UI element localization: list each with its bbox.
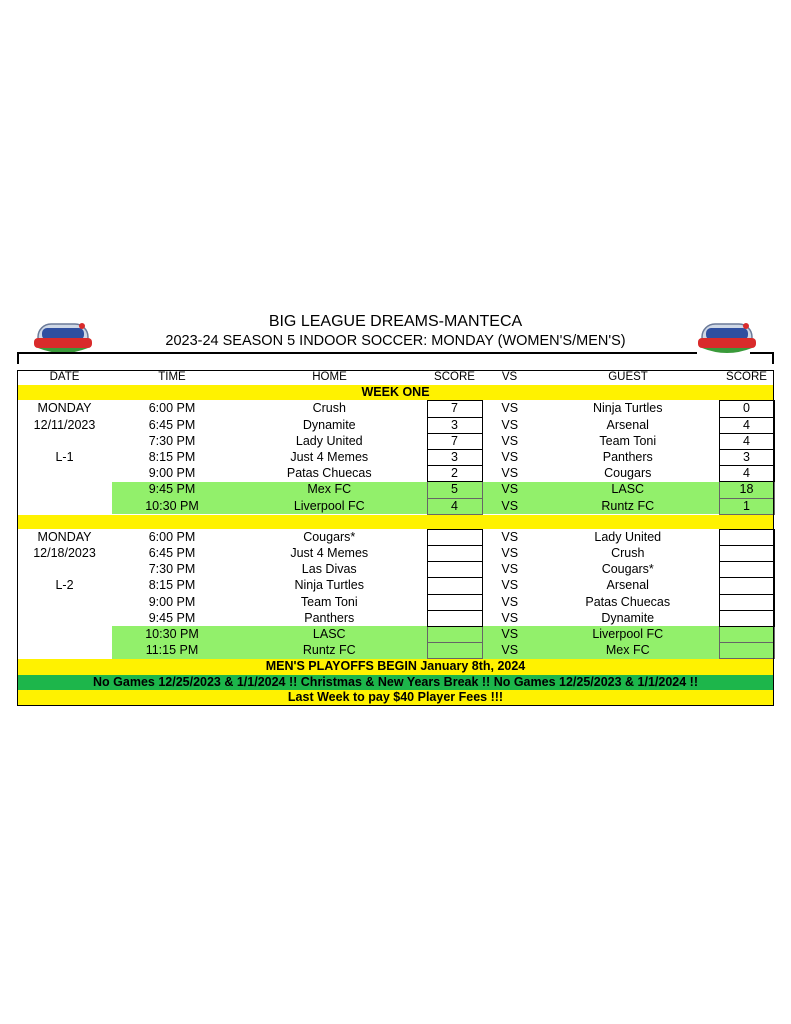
home-score: 3	[427, 417, 482, 433]
time-cell: 9:00 PM	[148, 594, 196, 609]
game-row	[17, 482, 774, 498]
home-score	[427, 594, 482, 610]
page-subtitle: 2023-24 SEASON 5 INDOOR SOCCER: MONDAY (WOMEN'S/MEN'S)	[165, 333, 626, 349]
guest-score: 4	[719, 466, 774, 482]
vs-label: VS	[501, 450, 519, 465]
date-cell	[17, 466, 112, 482]
week-one-bar	[17, 385, 774, 401]
guest-score: 3	[719, 450, 774, 466]
home-team: Just 4 Memes	[290, 546, 369, 560]
home-team: Ninja Turtles	[294, 578, 364, 593]
game-row	[17, 401, 774, 417]
guest-score	[719, 562, 774, 578]
date-cell	[17, 482, 112, 498]
guest-team: LASC	[537, 482, 719, 498]
guest-team: Dynamite	[601, 610, 655, 625]
game-row	[17, 643, 774, 659]
game-row	[17, 450, 774, 466]
guest-score: 18	[719, 482, 774, 498]
vs-label: VS	[501, 466, 519, 481]
home-team: Panthers	[304, 610, 355, 625]
home-team: Patas Chuecas	[286, 466, 372, 481]
guest-score: 0	[719, 401, 774, 417]
vs-label: VS	[482, 482, 537, 498]
date-cell: 12/11/2023	[33, 417, 96, 432]
game-row	[17, 498, 774, 514]
date-cell	[17, 498, 112, 514]
time-cell: 6:45 PM	[148, 417, 196, 432]
date-cell	[17, 610, 112, 626]
header-tick-right	[772, 352, 774, 364]
time-cell: 9:45 PM	[112, 482, 232, 498]
game-row	[17, 610, 774, 626]
time-cell: 7:30 PM	[148, 562, 196, 577]
guest-team: Panthers	[602, 450, 653, 465]
header-rule	[17, 352, 697, 354]
home-team: Lady United	[295, 433, 363, 448]
date-cell	[17, 433, 112, 449]
header-tick-left	[17, 352, 19, 364]
col-vs: VS	[501, 371, 518, 383]
guest-team: Runtz FC	[537, 498, 719, 514]
home-score	[427, 546, 482, 562]
home-score	[427, 610, 482, 626]
time-cell: 10:30 PM	[112, 626, 232, 642]
column-header-row	[17, 370, 774, 385]
date-cell: L-1	[55, 450, 74, 465]
time-cell: 10:30 PM	[112, 498, 232, 514]
home-team: Crush	[312, 401, 346, 416]
guest-team: Ninja Turtles	[593, 401, 663, 416]
vs-label: VS	[482, 643, 537, 659]
home-score: 7	[427, 401, 482, 417]
guest-team: Liverpool FC	[537, 626, 719, 642]
time-cell: 6:00 PM	[148, 529, 196, 544]
vs-label: VS	[501, 610, 519, 625]
fees-note: Last Week to pay $40 Player Fees !!!	[17, 690, 774, 705]
game-row	[17, 529, 774, 545]
home-team: Dynamite	[302, 417, 356, 432]
home-team: Mex FC	[232, 482, 427, 498]
home-team: Runtz FC	[232, 643, 427, 659]
guest-team: Crush	[611, 546, 645, 560]
home-score	[427, 562, 482, 578]
date-cell: MONDAY	[37, 401, 92, 416]
game-row	[17, 562, 774, 578]
time-cell: 9:00 PM	[148, 466, 196, 481]
guest-score: 4	[719, 433, 774, 449]
game-row	[17, 626, 774, 642]
guest-team: Arsenal	[606, 578, 649, 593]
date-cell	[17, 562, 112, 578]
home-team: LASC	[232, 626, 427, 642]
vs-label: VS	[501, 417, 519, 432]
header-rule-right	[750, 352, 774, 354]
vs-label: VS	[501, 546, 519, 560]
home-score	[427, 578, 482, 594]
guest-score	[719, 529, 774, 545]
home-team: Team Toni	[300, 594, 358, 609]
fees-bar	[17, 690, 774, 705]
week2-games	[17, 529, 774, 659]
guest-team: Arsenal	[606, 417, 649, 432]
date-cell	[17, 594, 112, 610]
col-guest-score: SCORE	[726, 371, 767, 383]
date-cell	[17, 643, 112, 659]
time-cell: 7:30 PM	[148, 433, 196, 448]
time-cell: 9:45 PM	[148, 610, 196, 625]
date-cell: 12/18/2023	[33, 546, 96, 560]
home-score: 2	[427, 466, 482, 482]
week1-games	[17, 401, 774, 514]
time-cell: 11:15 PM	[112, 643, 232, 659]
time-cell: 6:00 PM	[148, 401, 196, 416]
vs-label: VS	[501, 594, 519, 609]
guest-score	[719, 594, 774, 610]
guest-score	[719, 578, 774, 594]
date-cell	[17, 626, 112, 642]
game-row	[17, 417, 774, 433]
break-note: No Games 12/25/2023 & 1/1/2024 !! Christmas & New Years Break !! No Games 12/25/2023 & 1/1/2024 !!	[17, 675, 774, 690]
week-one-label: WEEK ONE	[17, 385, 774, 401]
home-team: Las Divas	[301, 562, 357, 577]
home-score: 4	[427, 498, 482, 514]
home-score: 5	[427, 482, 482, 498]
time-cell: 6:45 PM	[148, 546, 196, 560]
home-team: Cougars*	[303, 529, 356, 544]
guest-score	[719, 626, 774, 642]
guest-score	[719, 610, 774, 626]
vs-label: VS	[501, 578, 519, 593]
game-row	[17, 466, 774, 482]
guest-team: Mex FC	[537, 643, 719, 659]
home-score	[427, 626, 482, 642]
schedule-table	[17, 370, 775, 705]
vs-label: VS	[501, 562, 519, 577]
time-cell: 8:15 PM	[148, 450, 196, 465]
playoffs-note: MEN'S PLAYOFFS BEGIN January 8th, 2024	[17, 659, 774, 675]
home-team: Just 4 Memes	[290, 450, 369, 465]
game-row	[17, 546, 774, 562]
col-guest: GUEST	[608, 371, 648, 383]
vs-label: VS	[501, 529, 519, 544]
home-team: Liverpool FC	[232, 498, 427, 514]
vs-label: VS	[501, 401, 519, 416]
home-score	[427, 529, 482, 545]
home-score: 7	[427, 433, 482, 449]
col-home-score: SCORE	[434, 371, 475, 383]
home-score: 3	[427, 450, 482, 466]
week-separator-bar	[17, 514, 774, 529]
date-cell: MONDAY	[37, 529, 92, 544]
guest-team: Lady United	[594, 529, 662, 544]
guest-score	[719, 546, 774, 562]
guest-team: Cougars*	[601, 562, 654, 577]
time-cell: 8:15 PM	[148, 578, 196, 593]
guest-score	[719, 643, 774, 659]
col-date: DATE	[49, 371, 80, 383]
vs-label: VS	[482, 498, 537, 514]
guest-team: Team Toni	[599, 433, 657, 448]
vs-label: VS	[482, 626, 537, 642]
break-bar	[17, 675, 774, 690]
playoffs-bar	[17, 659, 774, 675]
guest-team: Patas Chuecas	[585, 594, 671, 609]
game-row	[17, 594, 774, 610]
guest-team: Cougars	[604, 466, 652, 481]
guest-score: 1	[719, 498, 774, 514]
col-time: TIME	[158, 371, 186, 383]
game-row	[17, 433, 774, 449]
guest-score: 4	[719, 417, 774, 433]
col-home: HOME	[312, 371, 347, 383]
game-row	[17, 578, 774, 594]
date-cell: L-2	[55, 578, 74, 593]
vs-label: VS	[501, 433, 519, 448]
page-title: BIG LEAGUE DREAMS-MANTECA	[268, 313, 523, 330]
home-score	[427, 643, 482, 659]
